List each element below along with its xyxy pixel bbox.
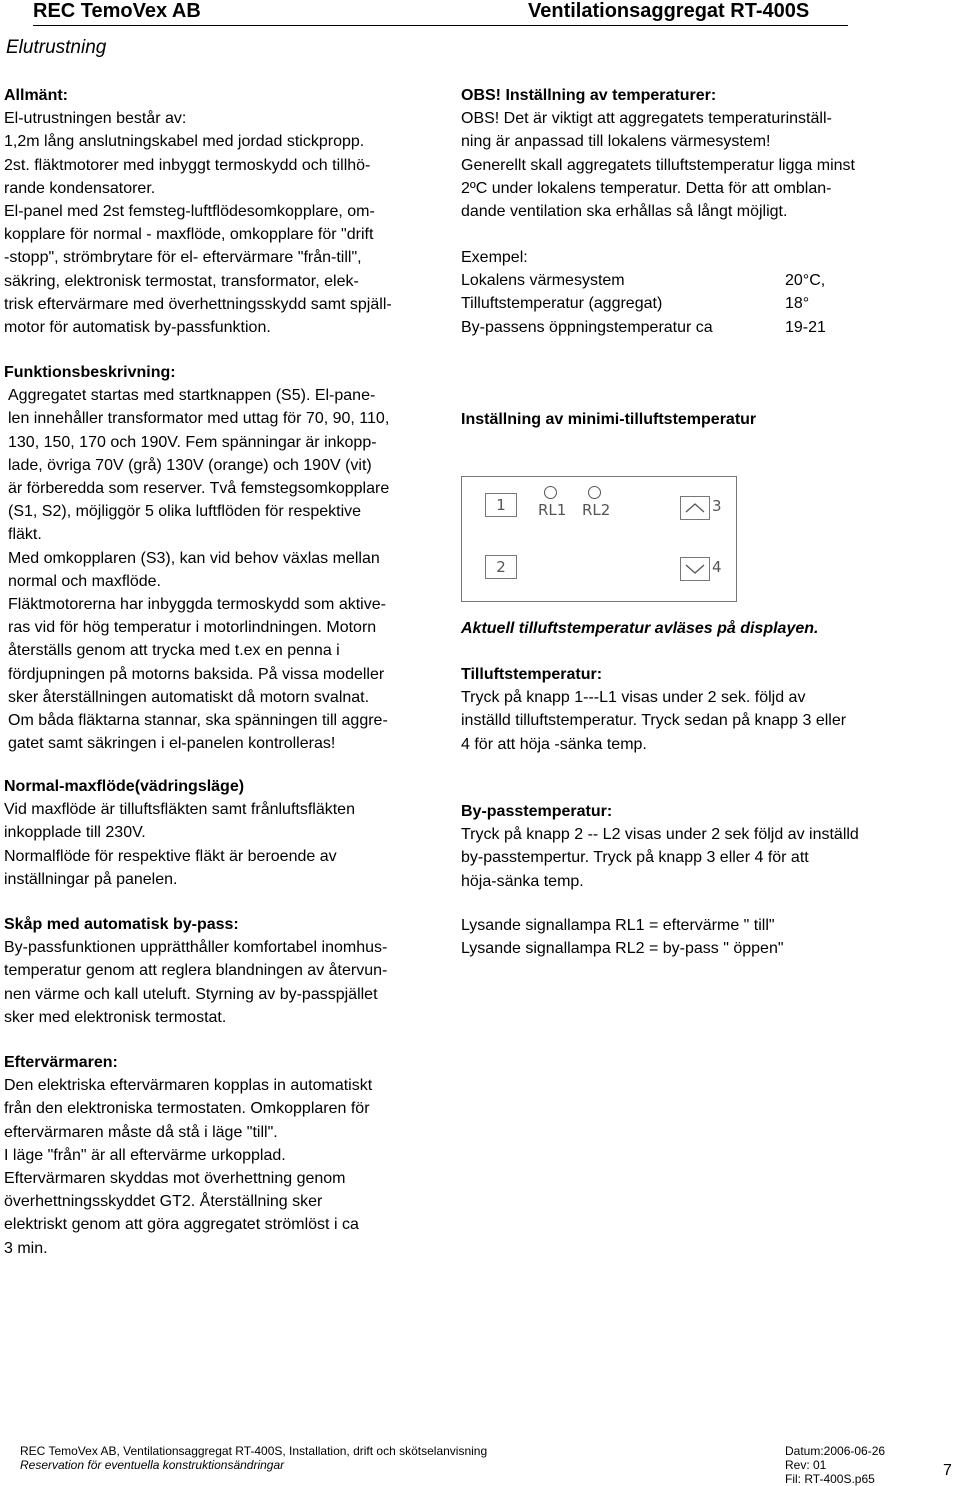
text-line: Eftervärmaren skyddas mot överhettning genom: [4, 1170, 346, 1188]
text-line: nen värme och kall uteluft. Styrning av by-passpjället: [4, 985, 378, 1003]
eftervarmaren-section: [4, 1051, 440, 1260]
text-line: temperatur genom att reglera blandningen av återvun-: [4, 962, 388, 980]
header-rule: [33, 25, 848, 26]
footer-rev: Rev: 01: [785, 1458, 827, 1472]
text-line: Lysande signallampa RL2 = by-pass " öppen": [461, 940, 784, 958]
allmant-section: [4, 84, 440, 339]
text-line: fördjupningen på motorns baksida. På vissa modeller: [8, 665, 385, 683]
bypass-section: [461, 800, 901, 893]
example-value: 18°: [785, 295, 810, 313]
text-line: Lysande signallampa RL1 = eftervärme " till": [461, 917, 775, 934]
text-line: dande ventilation ska erhållas så långt möjligt.: [461, 203, 788, 221]
text-line: Tryck på knapp 1---L1 visas under 2 sek. följd av: [461, 689, 806, 707]
text-line: ras vid för hög temperatur i motorlindningen. Motorn: [8, 619, 377, 637]
text-line: Aggregatet startas med startknappen (S5). El-pane-: [8, 387, 376, 405]
text-line: El-utrustningen består av:: [4, 110, 187, 128]
text-line: 2st. fläktmotorer med inbyggt termoskydd och tillhö-: [4, 156, 371, 174]
lamp-rl1-icon: [544, 486, 557, 499]
text-line: sker återställningen automatiskt då motorn svalnat.: [8, 688, 370, 706]
text-line: ning är anpassad till lokalens värmesystem!: [461, 133, 771, 151]
funktion-body: [4, 384, 440, 755]
text-line: rande kondensatorer.: [4, 179, 156, 197]
text-line: eftervärmaren måste då stå i läge "till".: [4, 1123, 278, 1141]
footer-doc-title: REC TemoVex AB, Ventilationsaggregat RT-400S, Installation, drift och skötselanvisning: [20, 1444, 488, 1458]
text-line: överhettningsskyddet GT2. Återställning sker: [4, 1193, 323, 1211]
skap-body: [4, 936, 440, 1029]
skap-heading: Skåp med automatisk by-pass:: [4, 916, 239, 933]
chevron-up-icon: [681, 497, 709, 519]
footer-file: Fil: RT-400S.p65: [785, 1472, 875, 1486]
normalmax-section: [4, 775, 440, 891]
text-line: Vid maxflöde är tilluftsfläkten samt frånluftsfläkten: [4, 801, 355, 819]
skap-section: [4, 913, 440, 1029]
text-line: är förberedda som reserver. Två femstegsomkopplare: [8, 480, 390, 498]
obs-section: [461, 84, 901, 223]
text-line: 2ºC under lokalens temperatur. Detta för att omblan-: [461, 179, 832, 197]
exempel-section: [461, 246, 901, 339]
footer-right: [785, 1444, 885, 1486]
text-line: Om båda fläktarna stannar, ska spänningen till aggre-: [8, 712, 388, 730]
tilluft-body: [461, 686, 901, 756]
section-label: Elutrustning: [6, 37, 107, 58]
exempel-heading: Exempel:: [461, 249, 528, 266]
text-line: normal och maxflöde.: [8, 572, 161, 590]
text-line: lade, övriga 70V (grå) 130V (orange) och 190V (vit): [8, 456, 372, 474]
text-line: Tryck på knapp 2 -- L2 visas under 2 sek följd av inställd: [461, 826, 859, 844]
display-caption: Aktuell tilluftstemperatur avläses på displayen.: [461, 620, 819, 637]
example-row: [461, 269, 901, 292]
text-line: (S1, S2), möjliggör 5 olika luftflöden för respektive: [8, 503, 362, 521]
text-line: Fläktmotorerna har inbyggda termoskydd som aktive-: [8, 596, 386, 614]
eftervarmaren-body: [4, 1074, 440, 1260]
obs-body: [461, 107, 901, 223]
normalmax-heading: Normal-maxflöde(vädringsläge): [4, 778, 245, 795]
panel-button-up[interactable]: [680, 496, 710, 520]
example-row: [461, 292, 901, 315]
example-label: By-passens öppningstemperatur ca: [461, 318, 713, 336]
example-label: Tilluftstemperatur (aggregat): [461, 295, 663, 313]
allmant-body: [4, 107, 440, 339]
text-line: Normalflöde för respektive fläkt är beroende av: [4, 847, 337, 865]
text-line: 130, 150, 170 och 190V. Fem spänningar är inkopp-: [8, 433, 377, 451]
funktion-section: [4, 361, 440, 755]
signal-body: [461, 914, 901, 960]
bypass-body: [461, 823, 901, 893]
allmant-heading: Allmänt:: [4, 87, 68, 104]
text-line: OBS! Det är viktigt att aggregatets temperaturinställ-: [461, 110, 832, 128]
footer-reservation: Reservation för eventuella konstruktionsändringar: [20, 1458, 285, 1472]
normalmax-body: [4, 798, 440, 891]
bypass-heading: By-passtemperatur:: [461, 803, 613, 820]
page-number: 7: [943, 1462, 952, 1479]
signal-section: [461, 914, 901, 960]
text-line: 3 min.: [4, 1239, 48, 1257]
text-line: Generellt skall aggregatets tilluftstemperatur ligga minst: [461, 156, 855, 174]
funktion-heading: Funktionsbeskrivning:: [4, 364, 176, 381]
display-caption-section: [461, 617, 901, 640]
tilluft-section: [461, 663, 901, 756]
text-line: Den elektriska eftervärmaren kopplas in automatiskt: [4, 1077, 373, 1095]
text-line: inställningar på panelen.: [4, 870, 178, 888]
text-line: inkopplade till 230V.: [4, 824, 146, 842]
lamp-rl2-icon: [588, 486, 601, 499]
text-line: trisk eftervärmare med överhettningsskydd samt spjäll-: [4, 295, 392, 313]
text-line: By-passfunktionen upprätthåller komfortabel inomhus-: [4, 939, 388, 957]
text-line: El-panel med 2st femsteg-luftflödesomkopplare, om-: [4, 203, 375, 221]
footer-date: Datum:2006-06-26: [785, 1444, 886, 1458]
text-line: by-passtempertur. Tryck på knapp 3 eller 4 för att: [461, 849, 809, 867]
text-line: -stopp", strömbrytare för el- eftervärmare "från-till",: [4, 249, 362, 267]
text-line: inställd tilluftstemperatur. Tryck sedan på knapp 3 eller: [461, 712, 847, 730]
obs-heading: OBS! Inställning av temperaturer:: [461, 87, 717, 104]
chevron-down-icon: [681, 558, 709, 580]
panel-button-4-label: 4: [712, 558, 722, 576]
tilluft-heading: Tilluftstemperatur:: [461, 666, 603, 683]
product-title: Ventilationsaggregat RT-400S: [528, 0, 810, 22]
minimi-heading: Inställning av minimi-tilluftstemperatur: [461, 411, 757, 428]
text-line: återställs genom att trycka med t.ex en penna i: [8, 642, 340, 660]
panel-button-down[interactable]: [680, 557, 710, 581]
company-name: REC TemoVex AB: [33, 0, 201, 22]
text-line: len innehåller transformator med uttag för 70, 90, 110,: [8, 410, 390, 428]
example-value: 19-21: [785, 318, 826, 336]
text-line: Med omkopplaren (S3), kan vid behov växlas mellan: [8, 549, 380, 567]
example-value: 20°C,: [785, 272, 826, 290]
eftervarmaren-heading: Eftervärmaren:: [4, 1054, 118, 1071]
example-row: [461, 316, 901, 339]
text-line: elektriskt genom att göra aggregatet strömlöst i ca: [4, 1216, 359, 1234]
text-line: höja-sänka temp.: [461, 872, 584, 890]
text-line: säkring, elektronisk termostat, transformator, elek-: [4, 272, 359, 290]
text-line: motor för automatisk by-passfunktion.: [4, 319, 271, 337]
control-panel-diagram: [461, 476, 737, 602]
text-line: 4 för att höja -sänka temp.: [461, 735, 647, 753]
footer-left: [20, 1444, 487, 1472]
text-line: från den elektroniska termostaten. Omkopplaren för: [4, 1100, 370, 1118]
text-line: I läge "från" är all eftervärme urkopplad.: [4, 1146, 286, 1164]
text-line: sker med elektronisk termostat.: [4, 1008, 227, 1026]
example-label: Lokalens värmesystem: [461, 272, 625, 290]
panel-button-2[interactable]: 2: [485, 555, 517, 579]
panel-button-1[interactable]: 1: [485, 493, 517, 517]
lamp-rl2-label: RL2: [582, 501, 611, 519]
text-line: 1,2m lång anslutningskabel med jordad stickpropp.: [4, 133, 365, 151]
text-line: kopplare för normal - maxflöde, omkopplare för "drift: [4, 226, 374, 244]
lamp-rl1-label: RL1: [538, 501, 567, 519]
text-line: fläkt.: [8, 526, 42, 544]
panel-button-3-label: 3: [712, 497, 722, 515]
text-line: gatet samt säkringen i el-panelen kontrolleras!: [8, 735, 336, 753]
minimi-section: [461, 408, 901, 431]
